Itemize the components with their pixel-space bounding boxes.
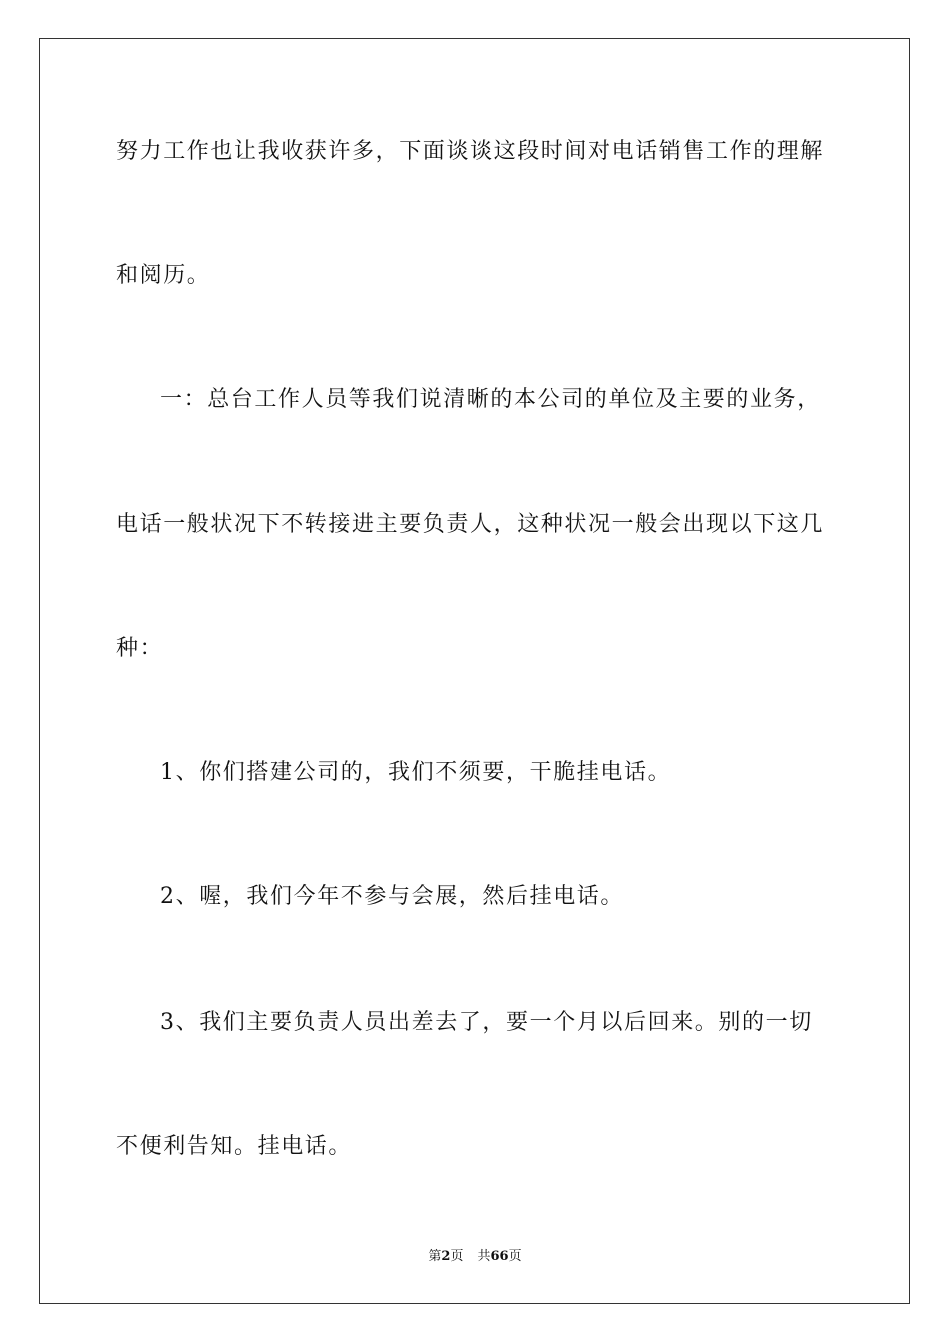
body-line-7: 2、喔，我们今年不参与会展，然后挂电话。 bbox=[160, 884, 624, 909]
footer-page-prefix: 第 bbox=[428, 1249, 442, 1264]
page-border bbox=[39, 38, 910, 1304]
body-line-2: 和阅历。 bbox=[116, 263, 211, 288]
footer-total-prefix: 共 bbox=[477, 1249, 491, 1264]
body-line-9: 不便利告知。挂电话。 bbox=[116, 1134, 353, 1159]
footer-page-current: 2 bbox=[441, 1249, 451, 1264]
body-line-8: 3、我们主要负责人员出差去了，要一个月以后回来。别的一切 bbox=[160, 1010, 813, 1035]
page-footer bbox=[0, 1248, 950, 1266]
body-line-1: 努力工作也让我收获许多，下面谈谈这段时间对电话销售工作的理解 bbox=[116, 139, 825, 164]
body-line-3: 一：总台工作人员等我们说清晰的本公司的单位及主要的业务， bbox=[160, 387, 821, 412]
footer-page-suffix: 页 bbox=[450, 1249, 464, 1264]
footer-total-suffix: 页 bbox=[508, 1249, 522, 1264]
body-line-5: 种： bbox=[116, 636, 164, 661]
body-line-6: 1、你们搭建公司的，我们不须要，干脆挂电话。 bbox=[160, 760, 672, 785]
body-line-4: 电话一般状况下不转接进主要负责人，这种状况一般会出现以下这几 bbox=[116, 512, 825, 537]
footer-page-total: 66 bbox=[490, 1249, 509, 1264]
